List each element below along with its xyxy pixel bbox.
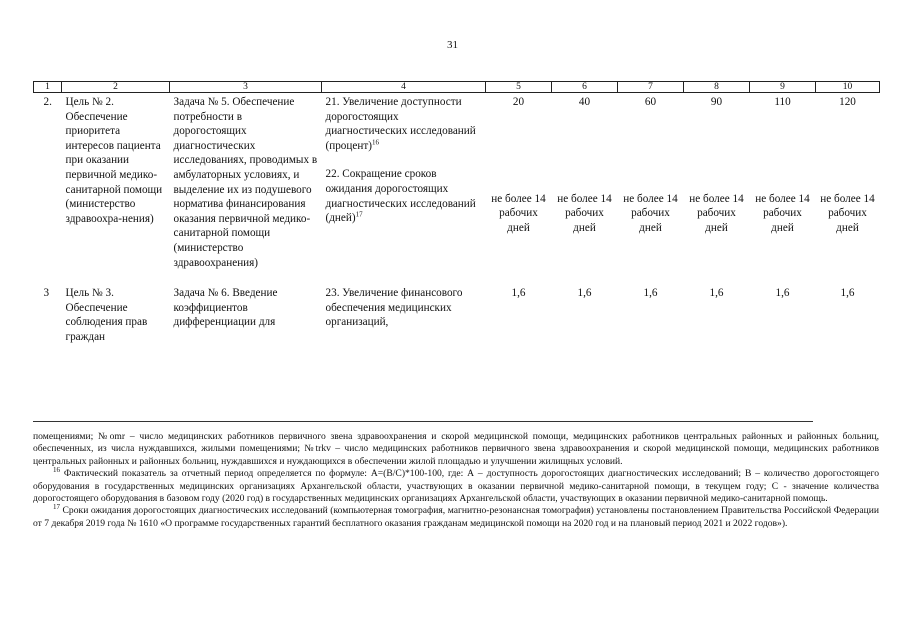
page-number: 31	[447, 39, 458, 51]
footnote-16	[33, 468, 879, 505]
row-number: 2.	[43, 96, 52, 108]
value-cell: 1,6	[775, 287, 790, 300]
row-number: 3	[43, 287, 50, 300]
column-header: 8	[684, 82, 750, 93]
value-2024: не более 14 рабочих дней	[689, 192, 744, 234]
value-2022: 40	[578, 96, 591, 108]
value-2023: не более 14 рабочих дней	[623, 192, 678, 234]
footnote-ref: 16	[371, 138, 379, 147]
column-header: 9	[750, 82, 816, 93]
column-header: 5	[486, 82, 552, 93]
footnote-17	[33, 505, 879, 530]
column-header: 4	[322, 82, 486, 93]
indicator-21	[326, 95, 482, 153]
column-header: 10	[816, 82, 880, 93]
goal-cell: Цель № 2. Обеспечение приоритета интересов пациента при оказании первичной медико-санитарной помощи (министерство здравоохра-нения)	[65, 96, 163, 225]
value-2026: не более 14 рабочих дней	[820, 192, 875, 234]
value-cell	[750, 93, 816, 285]
value-2022: не более 14 рабочих дней	[557, 192, 612, 234]
value-cell: 1,6	[511, 287, 526, 300]
task-cell: Задача № 5. Обеспечение потребности в дорогостоящих диагностических исследованиях, проводимых в амбулаторных условиях, и выделение их из подушевого норматива финансирования оказания первичной медико-санитарной помощи (министерство здравоохранения)	[173, 96, 318, 269]
value-cell	[618, 93, 684, 285]
indicator-23	[326, 286, 482, 330]
footnote-mark: 17	[53, 503, 60, 512]
footnote-separator	[33, 421, 813, 422]
indicator-names-cell	[322, 93, 486, 285]
indicator-name: 23. Увеличение финансового обеспечения медицинских организаций,	[325, 287, 463, 329]
task-cell: Задача № 6. Введение коэффициентов дифференциации для	[173, 287, 278, 329]
column-number-row	[34, 82, 880, 93]
value-cell: 1,6	[709, 287, 724, 300]
value-2024: 90	[710, 96, 723, 108]
footnote-text: Фактический показатель за отчетный период определяется по формуле: А=(В/С)*100-100, где: А – доступность дорогостоящих диагностических исследований; В – количество дорогостоящего оборудования в государственных медицинских организациях Архангельской области, участвующих в оказании первичной медико-санитарной помощи, в текущем году; С - значение количества дорогостоящего оборудования в базовом году (2020 год) в государственных медицинских организациях Архангельской области, участвующих в оказании первичной медико-санитарной помощь.	[33, 468, 879, 505]
value-2026: 120	[839, 96, 856, 108]
value-2025: 110	[774, 96, 791, 108]
indicator-name: 22. Сокращение сроков ожидания дорогостоящих диагностических исследований (дней)	[325, 168, 476, 225]
column-header: 7	[618, 82, 684, 93]
indicator-22	[326, 167, 482, 225]
indicator-names-cell	[322, 284, 486, 344]
value-cell	[486, 93, 552, 285]
value-2023: 60	[644, 96, 657, 108]
value-cell	[684, 93, 750, 285]
column-header: 3	[170, 82, 322, 93]
column-header: 2	[62, 82, 170, 93]
footnote-text: Сроки ожидания дорогостоящих диагностических исследований (компьютерная томография, магнитно-резонансная томография) установлены постановлением Правительства Российской Федерации от 7 декабря 2019 года № 1610 «О программе государственных гарантий бесплатного оказания гражданам медицинской помощи на 2020 год и на плановый период 2021 и 2022 годов»).	[33, 505, 879, 529]
value-cell: 1,6	[577, 287, 592, 300]
value-cell: 1,6	[840, 287, 855, 300]
footnote-ref: 17	[355, 210, 363, 219]
value-cell	[816, 93, 880, 285]
footnotes	[33, 431, 879, 530]
footnote-mark: 16	[53, 466, 60, 475]
indicator-name: 21. Увеличение доступности дорогостоящих диагностических исследований (процент)	[325, 96, 476, 152]
goal-cell: Цель № 3. Обеспечение соблюдения прав граждан	[65, 287, 148, 343]
value-2025: не более 14 рабочих дней	[755, 192, 810, 234]
column-header: 1	[34, 82, 62, 93]
table-row	[34, 284, 880, 344]
table-row	[34, 93, 880, 285]
value-cell	[552, 93, 618, 285]
value-2021: не более 14 рабочих дней	[491, 192, 546, 234]
value-cell: 1,6	[643, 287, 658, 300]
column-header: 6	[552, 82, 618, 93]
value-2021: 20	[512, 96, 525, 108]
indicators-table	[33, 81, 880, 345]
footnote-continuation: помещениями; №omr – число медицинских работников первичного звена здравоохранения и скорой медицинской помощи, медицинских работников центральных районных и районных больниц, обеспеченных, из числа нуждавшихся, жилыми помещениями; №trkv – число медицинских работников первичного звена здравоохранения и скорой медицинской помощи, медицинских работников центральных районных и районных больниц, нуждавшихся и нуждающихся в обеспечении жилой площадью и улучшении жилищных условий.	[33, 431, 879, 467]
